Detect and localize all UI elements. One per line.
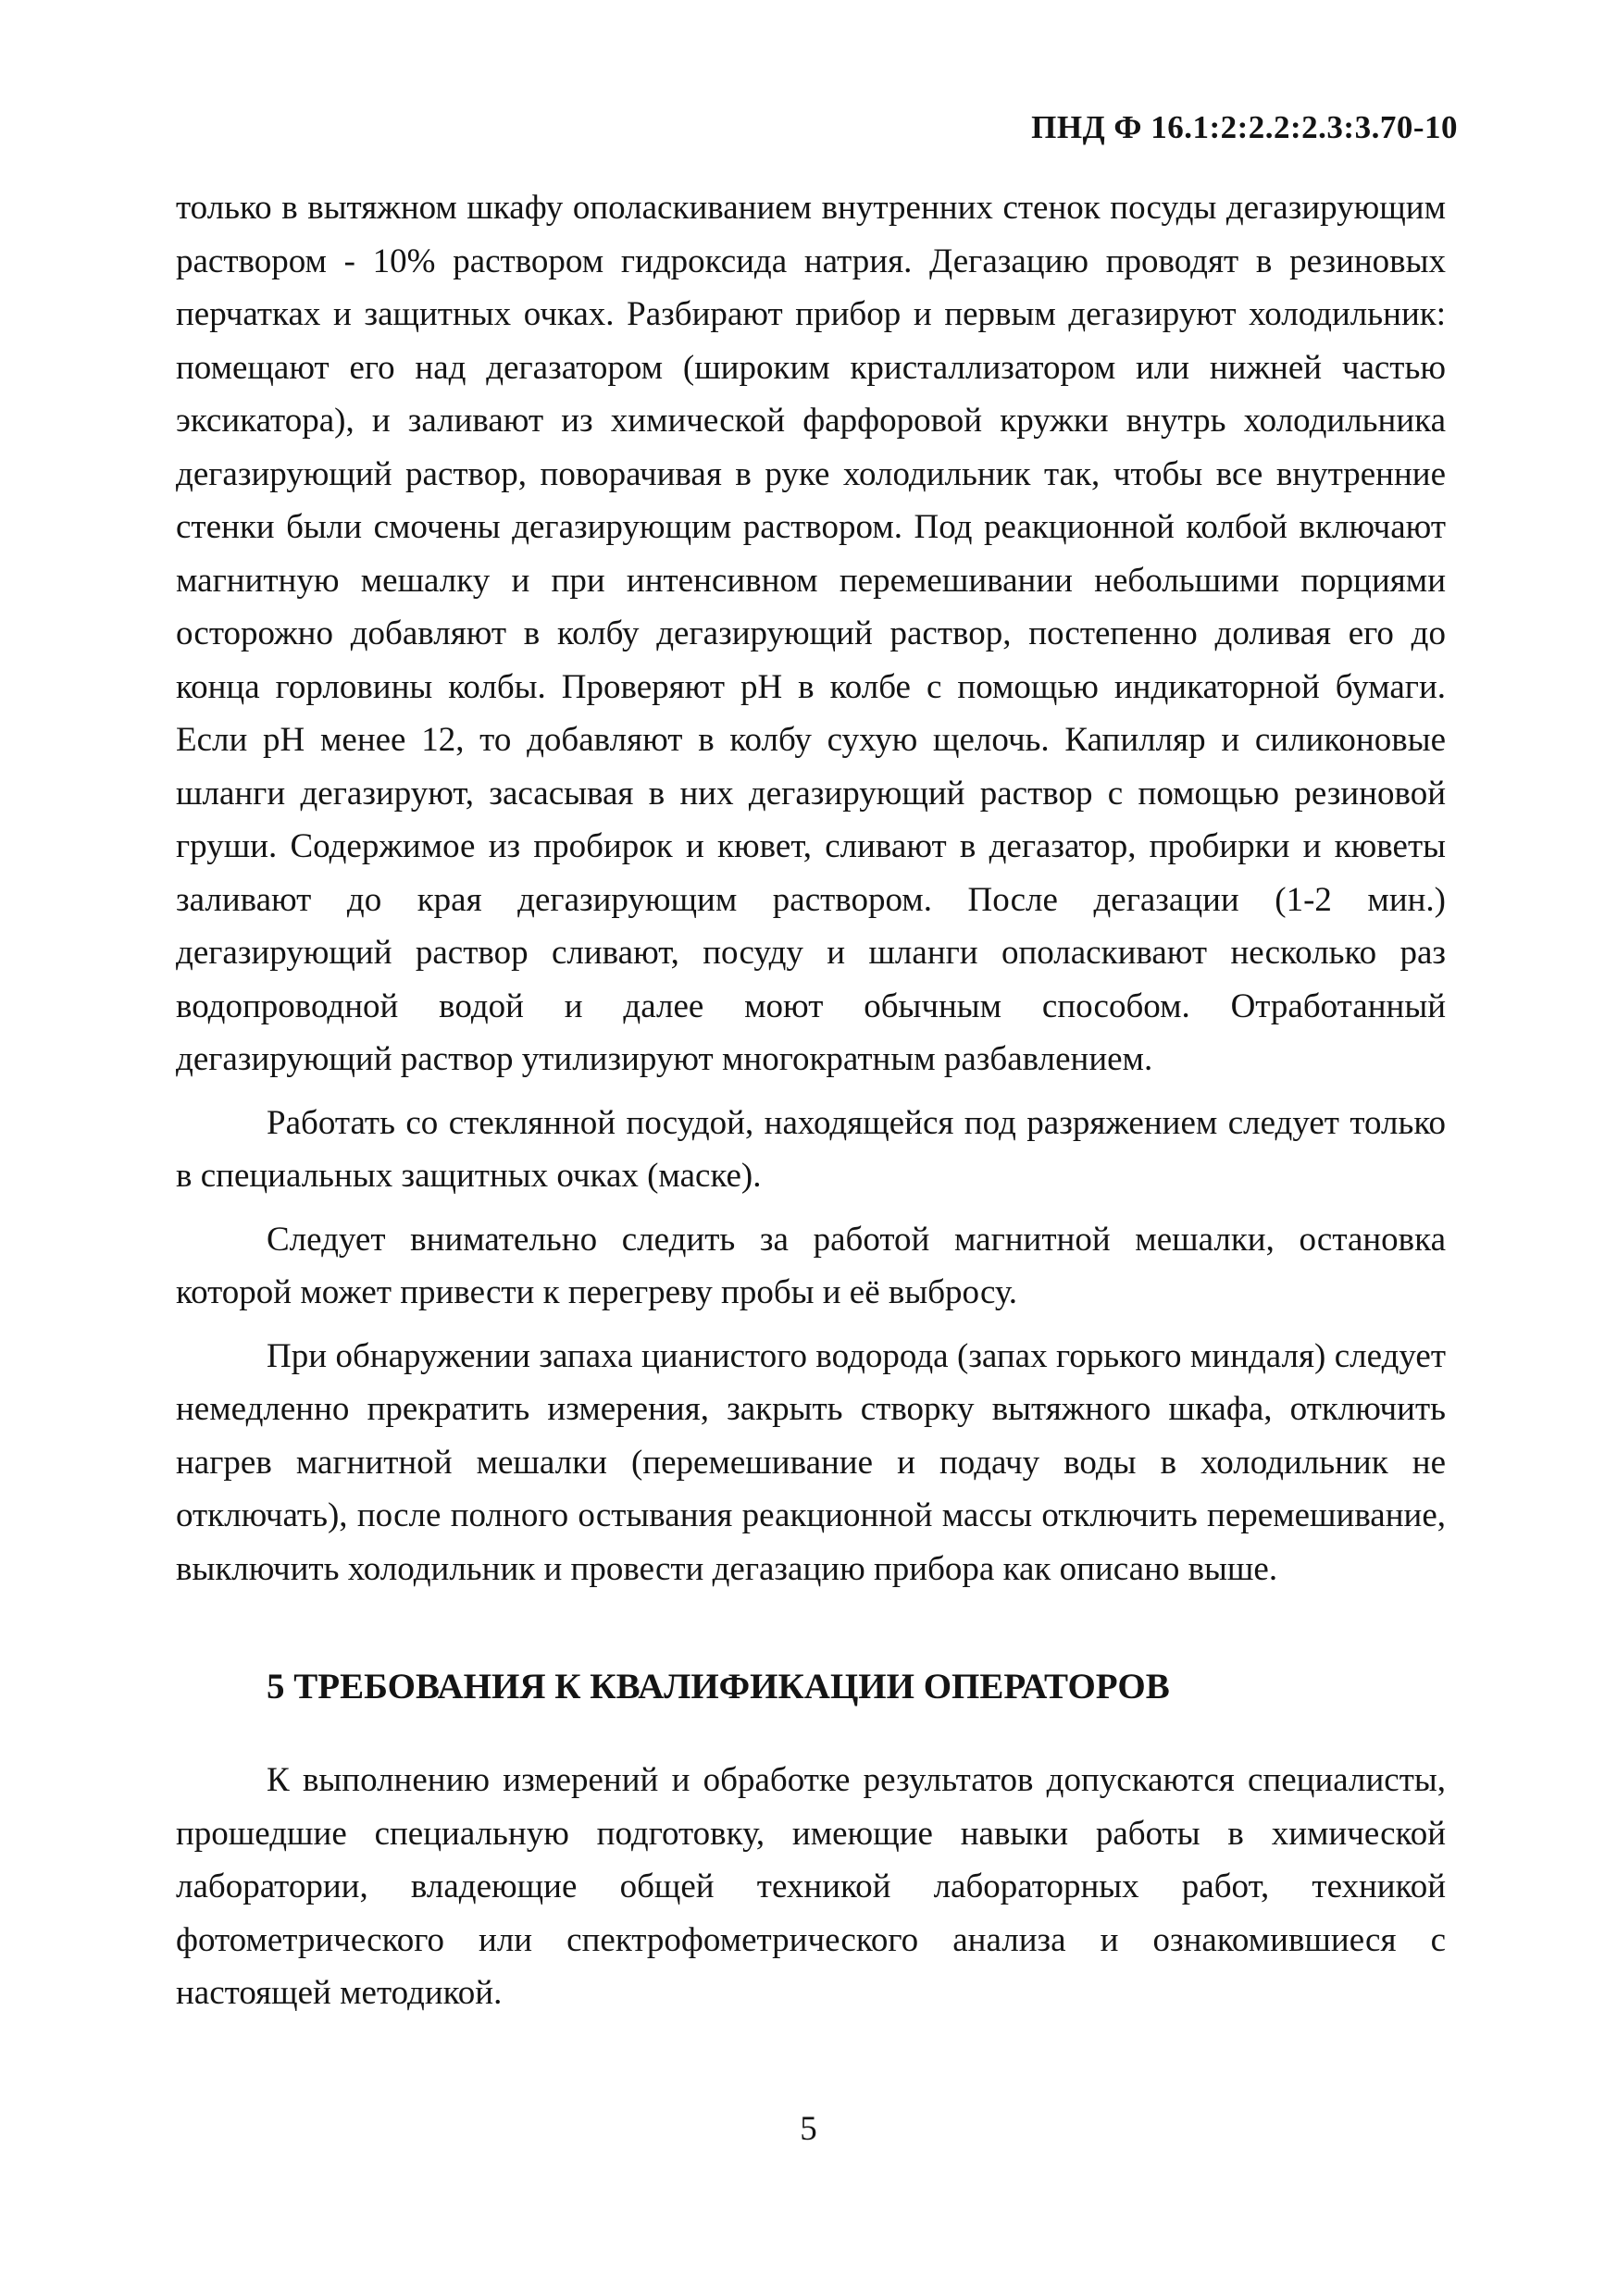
paragraph-hydrogen-cyanide: При обнаружении запаха цианистого водорода (запах горького миндаля) следует немедленно прекратить измерения, закрыть створку вытяжного шкафа, отключить нагрев магнитной мешалки (перемешивание и подачу воды в холодильник не отключать), после полного остывания реакционной массы отключить перемешивание, выключить холодильник и провести дегазацию прибора как описано выше. [176,1336,1446,1588]
paragraph-magnetic-stirrer: Следует внимательно следить за работой магнитной мешалки, остановка которой может привести к перегреву пробы и её выбросу. [176,1220,1446,1311]
section-5-heading: 5 ТРЕБОВАНИЯ К КВАЛИФИКАЦИИ ОПЕРАТОРОВ [267,1667,1170,1706]
paragraph-operator-qualification: К выполнению измерений и обработке результатов допускаются специалисты, прошедшие специальную подготовку, имеющие навыки работы в химической лаборатории, владеющие общей техникой лабораторных работ, техникой фотометрического или спектрофометрического анализа и ознакомившиеся с настоящей методикой. [176,1761,1446,2012]
paragraph-glassware-vacuum: Работать со стеклянной посудой, находящейся под разряжением следует только в специальных защитных очках (маске). [176,1103,1446,1195]
page-number: 5 [800,2110,817,2148]
document-body [176,181,1446,2020]
paragraph-degassing-procedure: только в вытяжном шкафу ополаскиванием внутренних стенок посуды дегазирующим раствором - 10% раствором гидроксида натрия. Дегазацию проводят в резиновых перчатках и защитных очках. Разбирают прибор и первым дегазируют холодильник: помещают его над дегазатором (широким кристаллизатором или нижней частью эксикатора), и заливают из химической фарфоровой кружки внутрь холодильника дегазирующий раствор, поворачивая в руке холодильник так, чтобы все внутренние стенки были смочены дегазирующим раствором. Под реакционной колбой включают магнитную мешалку и при интенсивном перемешивании небольшими порциями осторожно добавляют в колбу дегазирующий раствор, постепенно доливая его до конца горловины колбы. Проверяют pH в колбе с помощью индикаторной бумаги. Если pH менее 12, то добавляют в колбу сухую щелочь. Капилляр и силиконовые шланги дегазируют, засасывая в них дегазирующий раствор с помощью резиновой груши. Содержимое из пробирок и кювет, сливают в дегазатор, пробирки и кюветы заливают до края дегазирующим раствором. После дегазации (1-2 мин.) дегазирующий раствор сливают, посуду и шланги ополаскивают несколько раз водопроводной водой и далее моют обычным способом. Отработанный дегазирующий раствор утилизируют многократным разбавлением. [176,189,1446,1078]
document-code-header: ПНД Ф 16.1:2:2.2:2.3:3.70-10 [1031,109,1458,145]
